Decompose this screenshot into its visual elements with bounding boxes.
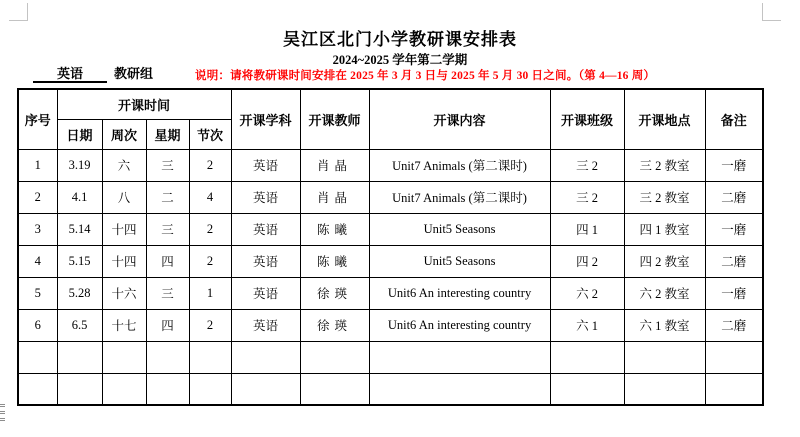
header-day: 星期 xyxy=(146,119,189,149)
table-row xyxy=(18,309,763,341)
cell-date[interactable] xyxy=(57,373,102,405)
cell-class[interactable] xyxy=(550,373,624,405)
cell-period[interactable]: 2 xyxy=(189,309,231,341)
cell-period[interactable]: 2 xyxy=(189,245,231,277)
cell-location[interactable]: 四 2 教室 xyxy=(624,245,705,277)
header-no: 序号 xyxy=(18,89,57,149)
table-row xyxy=(18,213,763,245)
header-date: 日期 xyxy=(57,119,102,149)
meta-line xyxy=(17,66,783,86)
cell-content[interactable]: Unit7 Animals (第二课时) xyxy=(369,181,550,213)
cell-week[interactable] xyxy=(102,341,146,373)
table-row xyxy=(18,277,763,309)
cell-period[interactable] xyxy=(189,341,231,373)
cell-class[interactable]: 四 1 xyxy=(550,213,624,245)
cell-period[interactable]: 1 xyxy=(189,277,231,309)
cell-no[interactable]: 2 xyxy=(18,181,57,213)
cell-date[interactable]: 5.15 xyxy=(57,245,102,277)
header-content: 开课内容 xyxy=(369,89,550,149)
cell-teacher[interactable]: 徐瑛 xyxy=(300,309,369,341)
cell-note[interactable]: 二磨 xyxy=(705,245,763,277)
cell-week[interactable] xyxy=(102,373,146,405)
page-title: 吴江区北门小学教研课安排表 xyxy=(283,30,517,49)
cell-subject[interactable]: 英语 xyxy=(231,213,300,245)
cell-location[interactable]: 六 1 教室 xyxy=(624,309,705,341)
schedule-table xyxy=(17,88,764,406)
cell-teacher[interactable]: 肖晶 xyxy=(300,181,369,213)
cell-no[interactable] xyxy=(18,373,57,405)
cell-day[interactable] xyxy=(146,373,189,405)
cell-day[interactable]: 三 xyxy=(146,213,189,245)
table-row-empty xyxy=(18,341,763,373)
header-subject: 开课学科 xyxy=(231,89,300,149)
group-name-blank[interactable]: 英语 xyxy=(33,66,107,83)
margin-mark-top-right-icon xyxy=(762,3,781,21)
cell-teacher[interactable] xyxy=(300,341,369,373)
cell-subject[interactable]: 英语 xyxy=(231,309,300,341)
table-row xyxy=(18,149,763,181)
cell-date[interactable]: 5.28 xyxy=(57,277,102,309)
edge-artifact-icon xyxy=(0,404,5,408)
cell-no[interactable] xyxy=(18,341,57,373)
cell-content[interactable] xyxy=(369,341,550,373)
cell-note[interactable]: 一磨 xyxy=(705,149,763,181)
cell-week[interactable]: 十七 xyxy=(102,309,146,341)
cell-day[interactable]: 三 xyxy=(146,277,189,309)
cell-no[interactable]: 4 xyxy=(18,245,57,277)
cell-location[interactable] xyxy=(624,341,705,373)
cell-day[interactable]: 四 xyxy=(146,309,189,341)
cell-date[interactable] xyxy=(57,341,102,373)
cell-note[interactable]: 二磨 xyxy=(705,181,763,213)
cell-period[interactable]: 2 xyxy=(189,213,231,245)
cell-class[interactable]: 三 2 xyxy=(550,181,624,213)
header-note: 备注 xyxy=(705,89,763,149)
cell-content[interactable]: Unit5 Seasons xyxy=(369,213,550,245)
header-row-1 xyxy=(18,89,763,119)
cell-class[interactable] xyxy=(550,341,624,373)
cell-no[interactable]: 5 xyxy=(18,277,57,309)
cell-day[interactable]: 三 xyxy=(146,149,189,181)
cell-location[interactable]: 三 2 教室 xyxy=(624,149,705,181)
table-row xyxy=(18,245,763,277)
cell-week[interactable]: 十四 xyxy=(102,245,146,277)
cell-subject[interactable]: 英语 xyxy=(231,277,300,309)
cell-subject[interactable]: 英语 xyxy=(231,181,300,213)
cell-period[interactable]: 2 xyxy=(189,149,231,181)
notice-text: 说明：请将教研课时间安排在 2025 年 3 月 3 日与 2025 年 5 月 30 日之间。（第 4—16 周） xyxy=(195,70,656,82)
cell-class[interactable]: 六 2 xyxy=(550,277,624,309)
cell-day[interactable]: 二 xyxy=(146,181,189,213)
cell-teacher[interactable]: 陈曦 xyxy=(300,245,369,277)
header-week: 周次 xyxy=(102,119,146,149)
cell-subject[interactable] xyxy=(231,341,300,373)
cell-class[interactable]: 六 1 xyxy=(550,309,624,341)
cell-location[interactable] xyxy=(624,373,705,405)
cell-date[interactable]: 4.1 xyxy=(57,181,102,213)
cell-teacher[interactable]: 陈曦 xyxy=(300,213,369,245)
cell-class[interactable]: 四 2 xyxy=(550,245,624,277)
header-time-group: 开课时间 xyxy=(57,89,231,119)
cell-week[interactable]: 八 xyxy=(102,181,146,213)
cell-teacher[interactable]: 徐瑛 xyxy=(300,277,369,309)
cell-date[interactable]: 5.14 xyxy=(57,213,102,245)
cell-content[interactable]: Unit7 Animals (第二课时) xyxy=(369,149,550,181)
page-subtitle: 2024~2025 学年第二学期 xyxy=(332,53,468,67)
cell-week[interactable]: 十六 xyxy=(102,277,146,309)
cell-content[interactable] xyxy=(369,373,550,405)
cell-no[interactable]: 6 xyxy=(18,309,57,341)
cell-content[interactable]: Unit5 Seasons xyxy=(369,245,550,277)
cell-day[interactable]: 四 xyxy=(146,245,189,277)
edge-artifact-icon xyxy=(0,411,5,415)
cell-note[interactable]: 一磨 xyxy=(705,213,763,245)
cell-day[interactable] xyxy=(146,341,189,373)
cell-note[interactable]: 二磨 xyxy=(705,309,763,341)
cell-location[interactable]: 三 2 教室 xyxy=(624,181,705,213)
header-teacher: 开课教师 xyxy=(300,89,369,149)
cell-note[interactable]: 一磨 xyxy=(705,277,763,309)
cell-location[interactable]: 四 1 教室 xyxy=(624,213,705,245)
cell-period[interactable] xyxy=(189,373,231,405)
cell-date[interactable]: 6.5 xyxy=(57,309,102,341)
cell-subject[interactable] xyxy=(231,373,300,405)
cell-note[interactable] xyxy=(705,373,763,405)
table-row xyxy=(18,181,763,213)
cell-week[interactable]: 十四 xyxy=(102,213,146,245)
cell-period[interactable]: 4 xyxy=(189,181,231,213)
cell-content[interactable]: Unit6 An interesting country xyxy=(369,277,550,309)
cell-week[interactable]: 六 xyxy=(102,149,146,181)
margin-mark-top-left-icon xyxy=(9,3,28,21)
cell-no[interactable]: 3 xyxy=(18,213,57,245)
cell-subject[interactable]: 英语 xyxy=(231,245,300,277)
cell-note[interactable] xyxy=(705,341,763,373)
cell-teacher[interactable] xyxy=(300,373,369,405)
cell-class[interactable]: 三 2 xyxy=(550,149,624,181)
edge-artifact-icon xyxy=(0,418,5,422)
header-period: 节次 xyxy=(189,119,231,149)
cell-date[interactable]: 3.19 xyxy=(57,149,102,181)
cell-subject[interactable]: 英语 xyxy=(231,149,300,181)
table-row-empty xyxy=(18,373,763,405)
cell-no[interactable]: 1 xyxy=(18,149,57,181)
cell-teacher[interactable]: 肖晶 xyxy=(300,149,369,181)
page-edge-artifacts xyxy=(0,404,6,424)
header-location: 开课地点 xyxy=(624,89,705,149)
group-suffix-label: 教研组 xyxy=(114,66,154,81)
cell-content[interactable]: Unit6 An interesting country xyxy=(369,309,550,341)
header-class: 开课班级 xyxy=(550,89,624,149)
cell-location[interactable]: 六 2 教室 xyxy=(624,277,705,309)
